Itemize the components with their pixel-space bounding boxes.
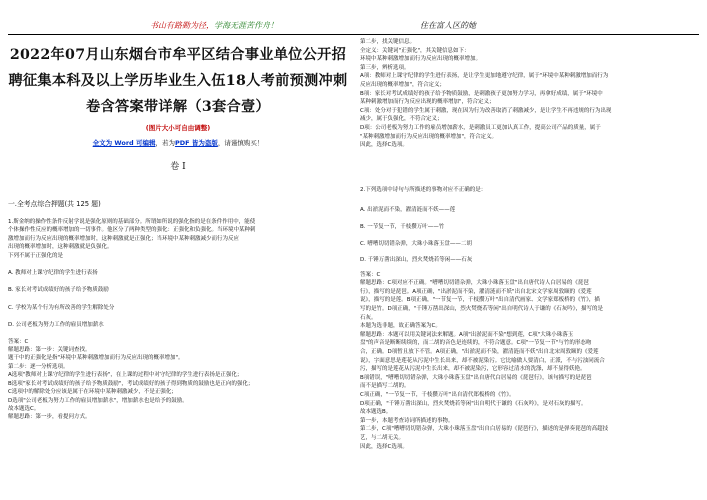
q1-cont-line: 第二步，找关键信息。 [360, 39, 416, 45]
q2-analysis-line: 解题思路：本题可以用关键词法来解题。A项"出淤泥而不染"想到莲，C项"大珠小珠落玉 [360, 331, 574, 338]
q1-cont-line: 第三步，辨析选项。 [360, 64, 410, 71]
q1-cont-line: B项：家长对考试成绩好的孩子给予物质鼓励，是刺激孩子更加努力学习，再拿好成绩，属于"环境中 [360, 90, 603, 97]
q1-analysis-line: 题干中的正强化是指"环境中某种刺激增加而行为反应出现的概率增加"。 [8, 355, 184, 362]
q1-cont-line: 减少，属于负强化，不符合定义； [360, 116, 443, 123]
question-1 [8, 218, 348, 422]
q2-analysis-line: 而不是描写二胡的。 [360, 383, 410, 390]
q1-cont-line: 某种刺激增加而行为反应出现的概率增加"，符合定义； [360, 99, 495, 106]
q1-option-d: D. 公司老板为努力工作的雇员增加薪水 [8, 322, 104, 329]
q1-cont-line: 全定义：关键词"正强化"，其关键信息如下： [360, 47, 470, 54]
q1-cont-line: D项：公司老板为努力工作的雇员增加薪水，是刺激员工更加认真工作，提高公司产品的质量，属于 [360, 124, 601, 131]
q2-analysis-line: 合，正确。D项暂且放下不管。A项正确，"出淤泥而不染，濯清涟而不妖"出自北宋周敦颐的《爱莲 [360, 349, 599, 356]
q1-analysis-line: C选项中的解除处分应该是属于在环境中某种刺激减少，不是正强化； [8, 389, 177, 396]
document-title: 2022年07月山东烟台市牟平区结合事业单位公开招聘征集本科及以上学历毕业生入伍18人考前预测冲刺卷含答案带详解（3套合壹） [8, 47, 348, 115]
q1-analysis-line: 解题思路：第一步，看提问方式。 [8, 414, 91, 421]
notice-text-2: ，请谨慎购买！ [217, 139, 264, 147]
q1-cont-line: A项：教师对上课守纪律的学生进行表扬，是让学生更加地遵守纪律，属于"环境中某种刺激增加而行为 [360, 73, 609, 80]
q2-answer: 答案：C [360, 271, 381, 278]
q1-stem-line: 个体操作性反应的概率增加的一切事件。他区分了两种类型的强化：正强化和负强化。当环境中某种刺 [8, 227, 256, 234]
q1-analysis-line: 第二步：逐一分析选项。 [8, 363, 69, 370]
q1-cont-line: 反应出现的概率增加"，符合定义； [360, 81, 446, 88]
q1-analysis-line: D选项"公司老板为努力工作的雇员增加薪水"，增加薪水也是给予的鼓励。 [8, 397, 188, 404]
q2-stem: 2.下列选项中诗句与所描述的事物对应不正确的是： [360, 186, 487, 193]
q2-analysis-line: 故本题选B。 [360, 409, 392, 416]
right-column [360, 38, 700, 500]
q1-option-a: A. 教师对上课守纪律的学生进行表扬 [8, 270, 98, 277]
q1-analysis-line: B选项"家长对考试成绩好的孩子给予物质鼓励"，考试成绩好的孩子得到物质的鼓励也是正向的强化； [8, 380, 254, 387]
q1-analysis-line: A选项"教师对上课守纪律的学生进行表扬"，在上课的过程中对守纪律的学生进行表扬是正强化； [8, 372, 243, 379]
q1-stem-line: 下列不属于正强化的是 [8, 252, 64, 259]
q2-analysis-line: 说》，字面意思是莲花从污泥中生长出来，却不被泥染污。它比喻做人要清白，正派，不与污浊同流合 [360, 357, 605, 364]
q1-continued [360, 38, 700, 150]
q1-analysis-line: 故本题选C。 [8, 405, 40, 412]
q2-analysis-line: C项正确，"一节复一节，千枝攒万叶"出自清代郑板桥的《竹》。 [360, 392, 515, 398]
header-right-text: 住在富人区的她 [420, 21, 476, 30]
q1-cont-line: C项：处分对于犯错的学生属于刺激，现在因为行为改善取消了刺激减少，是让学生不再违规的行为出现 [360, 107, 612, 114]
q2-analysis-line: 行》，描写的是琵琶。A项正确，"出淤泥而不染，濯清涟而不妖"出自北宋文学家周敦颐的《爱莲 [360, 288, 592, 295]
q2-analysis-line: 石灰。 [360, 314, 377, 321]
left-column [8, 38, 348, 500]
q1-stem-line: 激增加而行为反应出现的概率增加时，这种刺激就是正强化；当环境中某种刺激减少而行为反应 [8, 235, 240, 242]
section-heading: 一.全考点综合押题(共 125 题) [8, 200, 101, 208]
q2-analysis-line: 解题思路：C项对应不正确。"嘈嘈切切错杂弹，大珠小珠落玉盘"出自唐代诗人白居易的《琵琶 [360, 280, 589, 287]
q1-cont-line: "某种刺激增加而行为反应出现的概率增加"，符合定义。 [360, 133, 498, 140]
pdf-link[interactable]: PDF 皆为盗版 [174, 139, 218, 147]
header-slogan-part2: 学海无涯苦作舟！ [214, 21, 278, 30]
q1-analysis-line: 解题思路：第一步：关键词查找。 [8, 347, 91, 354]
header-divider [8, 34, 699, 35]
q2-analysis-line: 说》，描写的是莲。B项正确，"一节复一节，千枝攒万叶"出自清代画家、文学家郑板桥的《竹》，描 [360, 297, 600, 304]
q2-analysis-line: 写的是竹。D项正确，"千锤万凿出深山，烈火焚烧若等闲"出自明代诗人于谦的《石灰吟》，描写的是 [360, 306, 604, 313]
q2-analysis-line: 第一步，本题考查诗词所描述的事物。 [360, 417, 454, 424]
q1-stem-line: 出现的概率增加时，这种刺激就是负强化。 [8, 244, 113, 251]
q2-analysis-line: 第二步，C项"嘈嘈切切错杂弹，大珠小珠落玉盘"出自白居易的《琵琶行》，描述的是弹奏琵琶的高超技 [360, 426, 609, 433]
q2-option-c: C. 嘈嘈切切错杂弹，大珠小珠落玉盘——二胡 [360, 240, 472, 247]
q2-analysis-line: B项错误，"嘈嘈切切错杂弹，大珠小珠落玉盘"出自唐代白居易的《琵琶行》，该句描写的是琵琶 [360, 374, 592, 381]
notice-text-1: ，若为 [155, 139, 175, 147]
q2-option-d: D. 千锤万凿出深山，烈火焚烧若等闲——石灰 [360, 257, 473, 264]
q2-analysis-line: 艺，与二胡无关。 [360, 434, 405, 441]
q2-option-b: B. 一节复一节，千枝攒万叶——竹 [360, 223, 445, 230]
q1-stem-line: 1.斯金纳的操作性条件反射学说是强化原则的基础部分。所谓如所说的强化指的是在条件作用中，能使 [8, 219, 256, 225]
volume-label: 卷 I [170, 162, 186, 172]
header-slogan-part1: 书山有路勤为径， [150, 21, 214, 30]
q2-analysis-line: D项正确，"千锤万凿出深山，烈火焚烧若等闲"出自明代于谦的《石灰吟》，是对石灰的描写。 [360, 400, 587, 407]
header-slogan [150, 20, 278, 31]
q2-option-a: A. 出淤泥而不染，濯清涟而不妖——莲 [360, 207, 456, 214]
edit-notice [8, 138, 348, 147]
q1-answer: 答案：C [8, 338, 29, 345]
question-2 [360, 186, 700, 451]
q2-analysis-line: 盘"的声音是断断续续的，而二胡的音色是连续的，不符合题意。C项"一节复一节"与竹的形态吻 [360, 340, 592, 347]
q2-analysis-line: 因此，选择C选项。 [360, 443, 408, 450]
q2-analysis-line: 本题为选非题，故正确答案为C。 [360, 323, 441, 330]
q1-option-b: B. 家长对考试成绩好的孩子给予物质鼓励 [8, 287, 109, 294]
word-link[interactable]: 全文为 Word 可编辑 [92, 139, 156, 147]
q1-cont-line: 因此，选择C选项。 [360, 142, 408, 149]
q2-analysis-line: 污，描写的是莲花从污泥中生长出来，却不被泥染污，它形容过清水的洗涤，却不显得妖艳。 [360, 366, 586, 373]
q1-cont-line: 环境中某种刺激增加而行为反应出现的概率增加。 [360, 56, 482, 63]
image-size-note: (图片大小可自由调整) [145, 124, 211, 132]
q1-option-c: C. 学校为某个行为有所改善的学生解除处分 [8, 304, 115, 311]
